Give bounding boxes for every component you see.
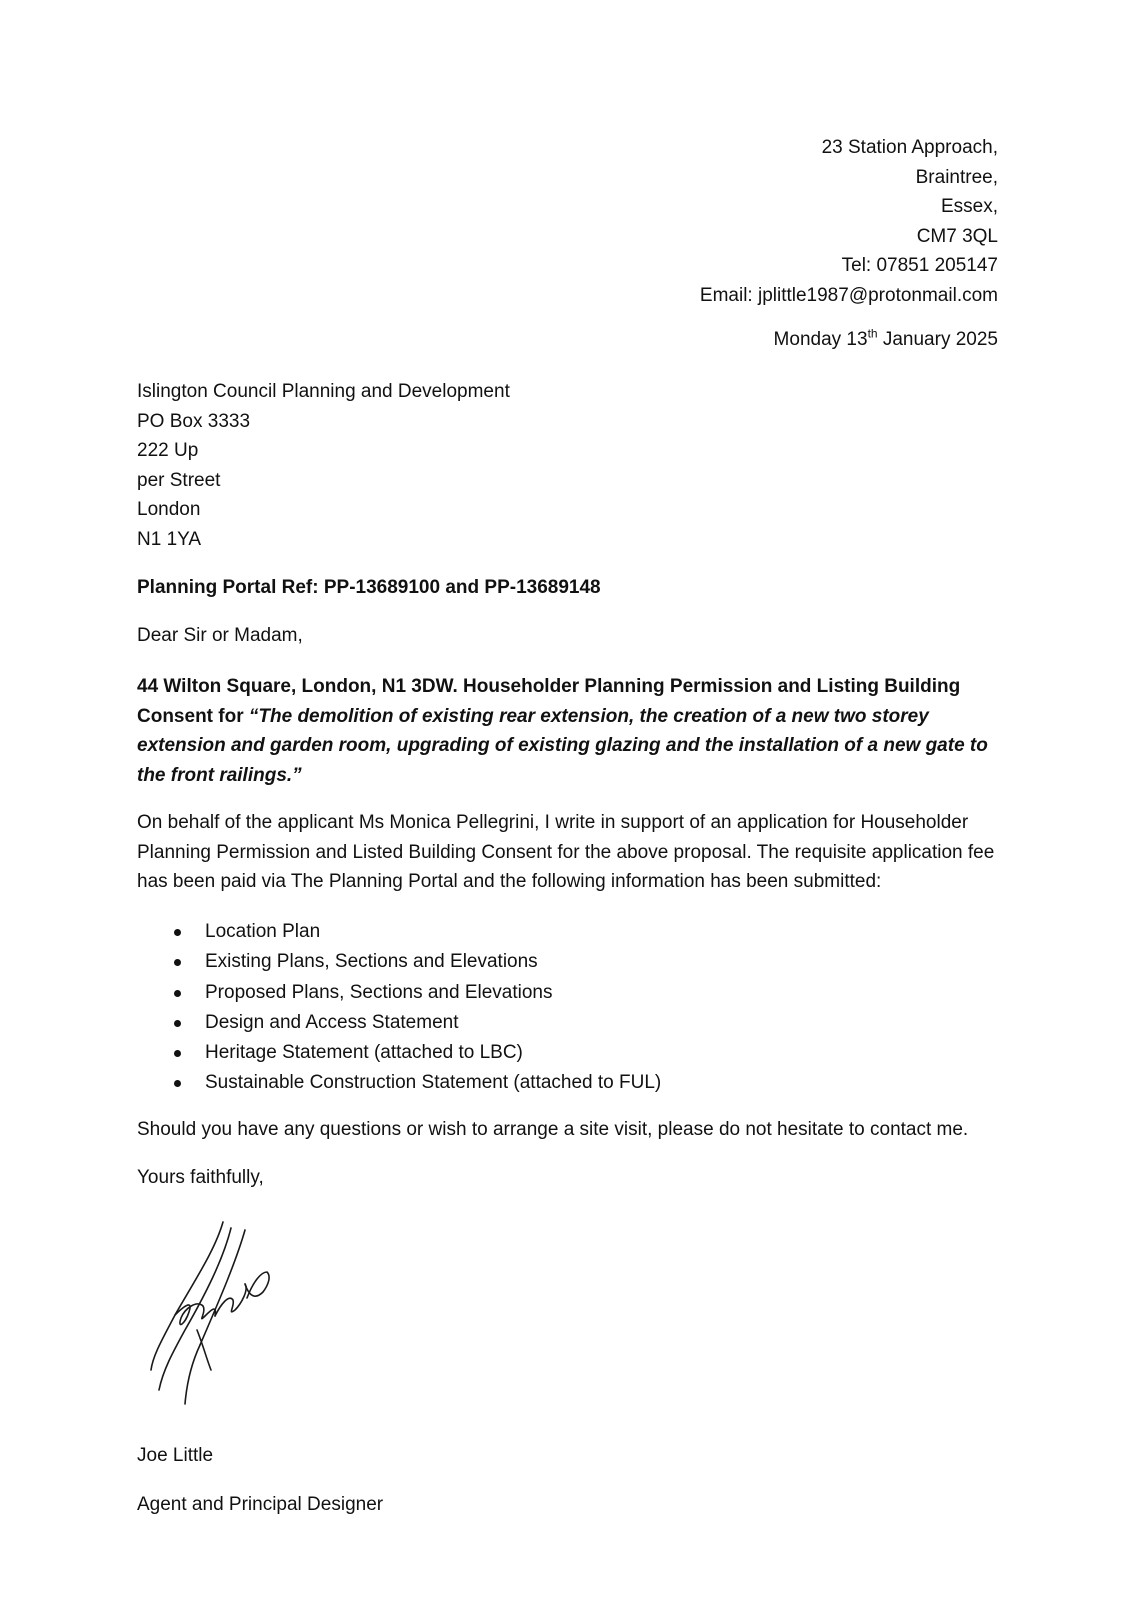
bullet-icon xyxy=(174,1020,181,1027)
submitted-documents-list xyxy=(137,917,661,1099)
list-item xyxy=(137,947,661,977)
signatory-role: Agent and Principal Designer xyxy=(137,1494,384,1515)
recipient-line: 222 Up xyxy=(137,440,199,461)
list-item-label: Design and Access Statement xyxy=(205,1011,459,1033)
handwritten-signature xyxy=(145,1220,285,1410)
list-item-label: Location Plan xyxy=(205,921,321,942)
planning-reference: Planning Portal Ref: PP-13689100 and PP-13689148 xyxy=(137,577,601,598)
signatory-name: Joe Little xyxy=(137,1445,214,1466)
list-item xyxy=(137,978,661,1008)
sender-address-line: CM7 3QL xyxy=(916,225,998,247)
sign-off: Yours faithfully, xyxy=(137,1167,264,1188)
list-item-label: Sustainable Construction Statement (attached to FUL) xyxy=(205,1072,662,1094)
bullet-icon xyxy=(174,929,181,936)
list-item-label: Heritage Statement (attached to LBC) xyxy=(205,1042,523,1064)
list-item xyxy=(137,1038,661,1068)
letter-date xyxy=(773,326,998,351)
salutation: Dear Sir or Madam, xyxy=(137,625,303,646)
closing-sentence: Should you have any questions or wish to arrange a site visit, please do not hesitate to contact me. xyxy=(137,1119,969,1140)
body-paragraph: On behalf of the applicant Ms Monica Pellegrini, I write in support of an application for Householder Planning Permission and Listed Building Consent for the above proposal. The requisite application fee has been paid via The Planning Portal and the following information has been submitted: xyxy=(137,812,995,892)
bullet-icon xyxy=(174,1080,181,1087)
bullet-icon xyxy=(174,1050,181,1057)
date-suffix: th xyxy=(867,326,878,341)
list-item xyxy=(137,917,661,947)
date-month-year: January 2025 xyxy=(877,329,998,350)
bullet-icon xyxy=(174,990,181,997)
subject-quote: “The demolition of existing rear extension, the creation of a new two storey extension and garden room, upgrading of existing glazing and the installation of a new gate to the front railings.” xyxy=(137,705,988,786)
recipient-address xyxy=(137,377,510,554)
sender-tel: Tel: 07851 205147 xyxy=(841,255,998,276)
list-item xyxy=(137,1068,661,1098)
recipient-line: N1 1YA xyxy=(137,528,202,550)
recipient-line: Islington Council Planning and Development xyxy=(137,381,510,402)
recipient-line: London xyxy=(137,499,201,520)
list-item-label: Proposed Plans, Sections and Elevations xyxy=(205,981,553,1003)
sender-address-line: 23 Station Approach, xyxy=(821,137,998,158)
subject-heading xyxy=(137,672,995,790)
date-weekday-day: Monday 13 xyxy=(773,329,868,350)
subject-prefix: 44 Wilton Square, London, N1 3DW. Householder Planning Permission and Listing Building Consent for xyxy=(137,676,961,727)
bullet-icon xyxy=(174,959,181,966)
list-item-label: Existing Plans, Sections and Elevations xyxy=(205,951,538,973)
list-item xyxy=(137,1008,661,1038)
sender-email: Email: jplittle1987@protonmail.com xyxy=(699,284,998,306)
sender-address-line: Braintree, xyxy=(915,166,998,188)
sender-address-line: Essex, xyxy=(940,196,998,217)
recipient-line: per Street xyxy=(137,469,221,491)
recipient-line: PO Box 3333 xyxy=(137,410,251,432)
sender-address xyxy=(398,133,998,310)
